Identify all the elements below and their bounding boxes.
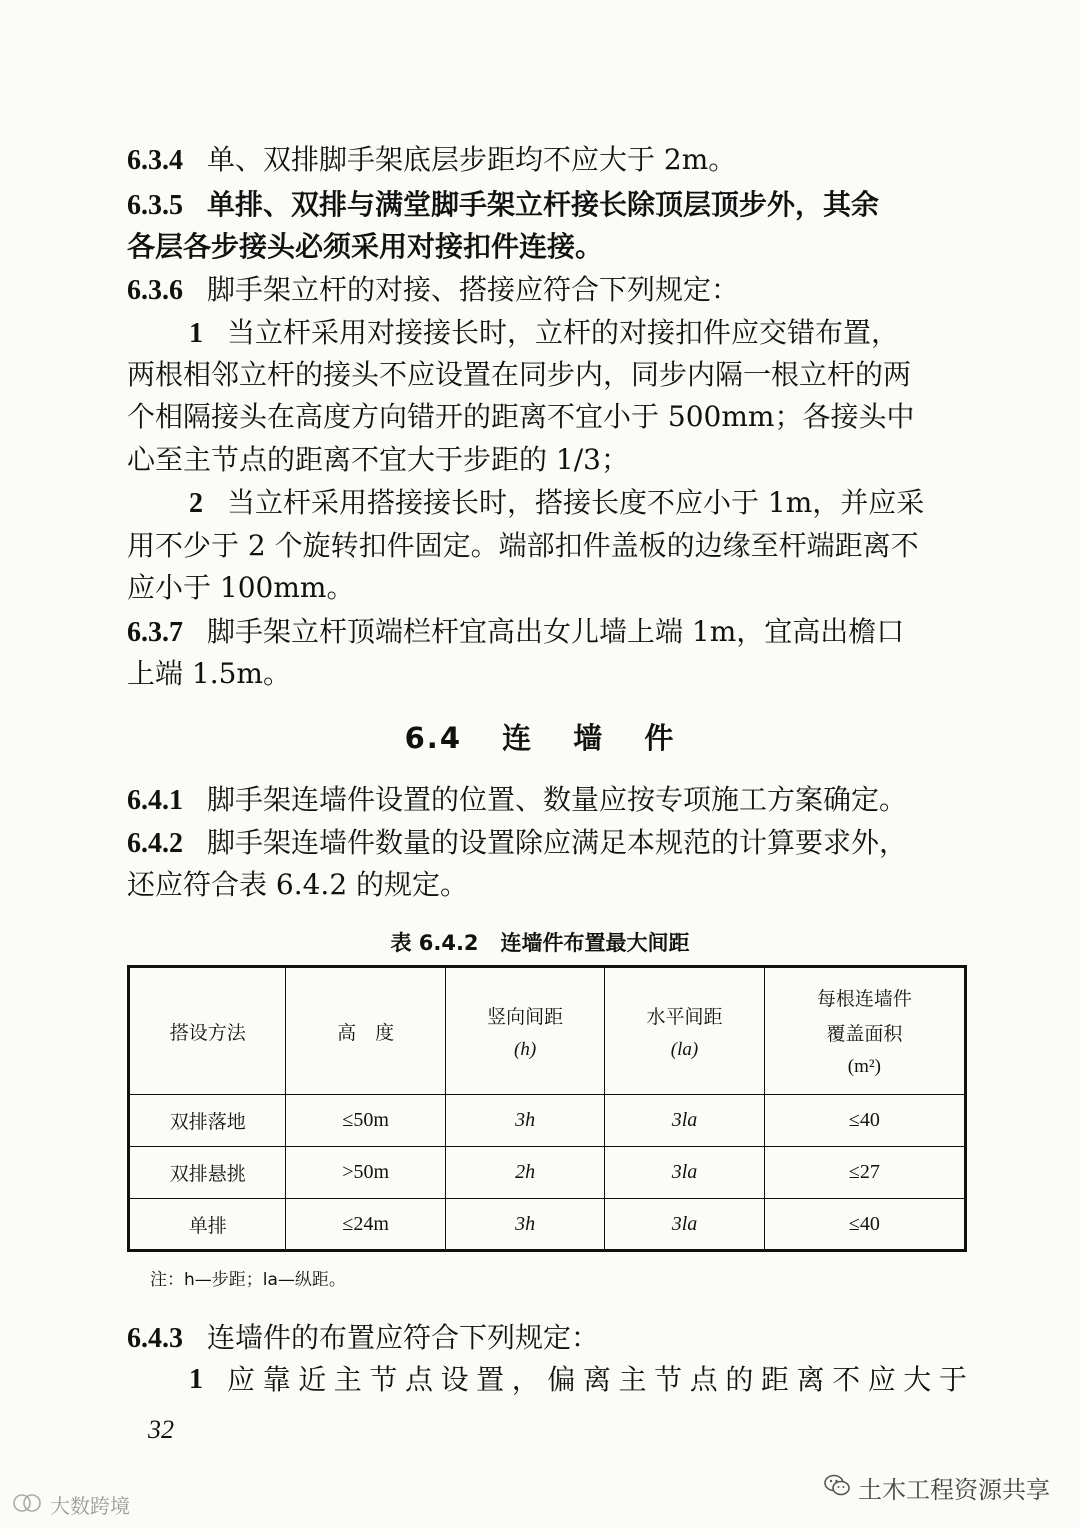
cell-vertical: 3h xyxy=(445,1095,604,1147)
clause-text: 单、双排脚手架底层步距均不应大于 2m。 xyxy=(207,143,737,176)
text-char: 的 xyxy=(725,1363,754,1396)
clause-number: 6.3.7 xyxy=(127,617,183,648)
text-char: 离 xyxy=(796,1363,825,1396)
item-number: 1 xyxy=(189,318,203,349)
clause-6-4-1 xyxy=(127,780,967,821)
clause-number: 6.4.3 xyxy=(127,1323,183,1354)
clause-6-3-7-line2: 上端 1.5m。 xyxy=(127,657,291,690)
cell-area: ≤40 xyxy=(764,1199,965,1251)
section-heading xyxy=(0,716,1080,757)
clause-6-4-2-line1 xyxy=(127,823,967,864)
item-6-3-6-1-line4: 心至主节点的距离不宜大于步距的 1/3； xyxy=(127,443,629,476)
clause-6-3-6 xyxy=(127,270,967,311)
section-number: 6.4 xyxy=(404,721,462,755)
header-vertical-label: 竖向间距 xyxy=(487,1005,564,1028)
text-char: 点 xyxy=(404,1363,433,1396)
header-area-line2: 覆盖面积 xyxy=(826,1023,903,1045)
cell-horizontal: 3la xyxy=(605,1147,764,1199)
header-horizontal-label: 水平间距 xyxy=(646,1005,723,1028)
item-6-3-6-2-line1 xyxy=(127,483,967,524)
cell-height: >50m xyxy=(286,1147,446,1199)
section-title-char: 墙 xyxy=(573,721,605,755)
clause-6-3-4 xyxy=(127,140,967,181)
section-title-char: 连 xyxy=(502,721,534,755)
item-text: 当立杆采用搭接接长时，搭接长度不应小于 1m，并应采 xyxy=(227,486,925,519)
item-number: 1 xyxy=(189,1364,203,1395)
item-6-3-6-2-line3: 应小于 100mm。 xyxy=(127,571,355,604)
clause-6-3-5-line2: 各层各步接头必须采用对接扣件连接。 xyxy=(127,230,604,263)
table-row xyxy=(129,1095,966,1147)
text-char: 靠 xyxy=(262,1363,291,1396)
table-note: 注：h—步距；la—纵距。 xyxy=(150,1270,346,1290)
watermark-right xyxy=(824,1470,1050,1505)
text-char: 点 xyxy=(689,1363,718,1396)
item-6-3-6-1-line2: 两根相邻立杆的接头不应设置在同步内，同步内隔一根立杆的两 xyxy=(127,358,912,391)
clause-number: 6.4.2 xyxy=(127,828,183,859)
table-row xyxy=(129,1199,966,1251)
wechat-icon xyxy=(824,1474,850,1502)
text-char: 节 xyxy=(654,1363,683,1396)
cell-method: 双排落地 xyxy=(129,1095,286,1147)
clause-number: 6.3.6 xyxy=(127,275,183,306)
text-char: 节 xyxy=(369,1363,398,1396)
header-method: 搭设方法 xyxy=(129,967,286,1095)
header-area xyxy=(764,967,965,1095)
text-char: 离 xyxy=(582,1363,611,1396)
cell-height: ≤50m xyxy=(286,1095,446,1147)
table-caption xyxy=(0,927,1080,957)
cell-horizontal: 3la xyxy=(605,1095,764,1147)
text-char: 距 xyxy=(760,1363,789,1396)
header-area-unit: (m²) xyxy=(847,1056,881,1077)
text-char: 不 xyxy=(832,1363,861,1396)
table-number: 表 6.4.2 xyxy=(390,931,479,955)
page-number: 32 xyxy=(148,1415,174,1444)
clause-text: 连墙件的布置应符合下列规定： xyxy=(207,1321,600,1354)
cell-method: 单排 xyxy=(129,1199,286,1251)
cell-horizontal: 3la xyxy=(605,1199,764,1251)
cell-area: ≤40 xyxy=(764,1095,965,1147)
section-title-char: 件 xyxy=(644,721,676,755)
text-char: 大 xyxy=(903,1363,932,1396)
text-char: 置 xyxy=(476,1363,505,1396)
clause-text: 单排、双排与满堂脚手架立杆接长除顶层顶步外，其余 xyxy=(207,188,880,221)
header-height: 高 度 xyxy=(286,967,446,1095)
text-char: 于 xyxy=(938,1363,967,1396)
item-6-4-3-1 xyxy=(127,1360,967,1400)
spacing-table xyxy=(127,965,967,1252)
text-char: 应 xyxy=(227,1363,256,1396)
clause-text: 脚手架连墙件设置的位置、数量应按专项施工方案确定。 xyxy=(207,783,908,816)
item-text xyxy=(227,1360,967,1400)
clause-text: 脚手架连墙件数量的设置除应满足本规范的计算要求外， xyxy=(207,826,908,859)
cell-height: ≤24m xyxy=(286,1199,446,1251)
text-char: 主 xyxy=(333,1363,362,1396)
item-6-3-6-2-line2: 用不少于 2 个旋转扣件固定。端部扣件盖板的边缘至杆端距离不 xyxy=(127,529,919,562)
cell-vertical: 3h xyxy=(445,1199,604,1251)
clause-number: 6.3.4 xyxy=(127,145,183,176)
header-horizontal xyxy=(605,967,764,1095)
header-vertical xyxy=(445,967,604,1095)
cell-area: ≤27 xyxy=(764,1147,965,1199)
clause-text: 脚手架立杆的对接、搭接应符合下列规定： xyxy=(207,273,740,306)
table-header-row xyxy=(129,967,966,1095)
clause-6-4-2-line2: 还应符合表 6.4.2 的规定。 xyxy=(127,868,469,901)
table-title: 连墙件布置最大间距 xyxy=(500,931,690,955)
text-char: 偏 xyxy=(547,1363,576,1396)
clause-6-4-3 xyxy=(127,1318,967,1359)
clause-number: 6.3.5 xyxy=(127,190,183,221)
clause-6-3-5-line1 xyxy=(127,185,967,226)
watermark-text: 土木工程资源共享 xyxy=(858,1476,1050,1504)
item-6-3-6-1-line3: 个相隔接头在高度方向错开的距离不宜小于 500mm；各接头中 xyxy=(127,400,915,433)
item-6-3-6-1-line1 xyxy=(127,313,967,354)
text-char: 设 xyxy=(440,1363,469,1396)
text-char: 应 xyxy=(867,1363,896,1396)
text-char: 主 xyxy=(618,1363,647,1396)
clause-text: 脚手架立杆顶端栏杆宜高出女儿墙上端 1m，宜高出檐口 xyxy=(207,615,905,648)
item-number: 2 xyxy=(189,488,203,519)
text-char: 近 xyxy=(298,1363,327,1396)
clause-number: 6.4.1 xyxy=(127,785,183,816)
header-area-line1: 每根连墙件 xyxy=(816,988,912,1010)
table-row xyxy=(129,1147,966,1199)
watermark-text: 大数跨境 xyxy=(50,1494,130,1518)
cell-method: 双排悬挑 xyxy=(129,1147,286,1199)
watermark-left xyxy=(12,1490,130,1519)
clause-6-3-7-line1 xyxy=(127,612,967,653)
text-char: ， xyxy=(511,1363,540,1396)
weibo-icon xyxy=(12,1491,42,1518)
header-vertical-symbol: (h) xyxy=(514,1038,537,1060)
cell-vertical: 2h xyxy=(445,1147,604,1199)
header-horizontal-symbol: (la) xyxy=(670,1038,699,1060)
item-text: 当立杆采用对接接长时，立杆的对接扣件应交错布置， xyxy=(227,316,900,349)
